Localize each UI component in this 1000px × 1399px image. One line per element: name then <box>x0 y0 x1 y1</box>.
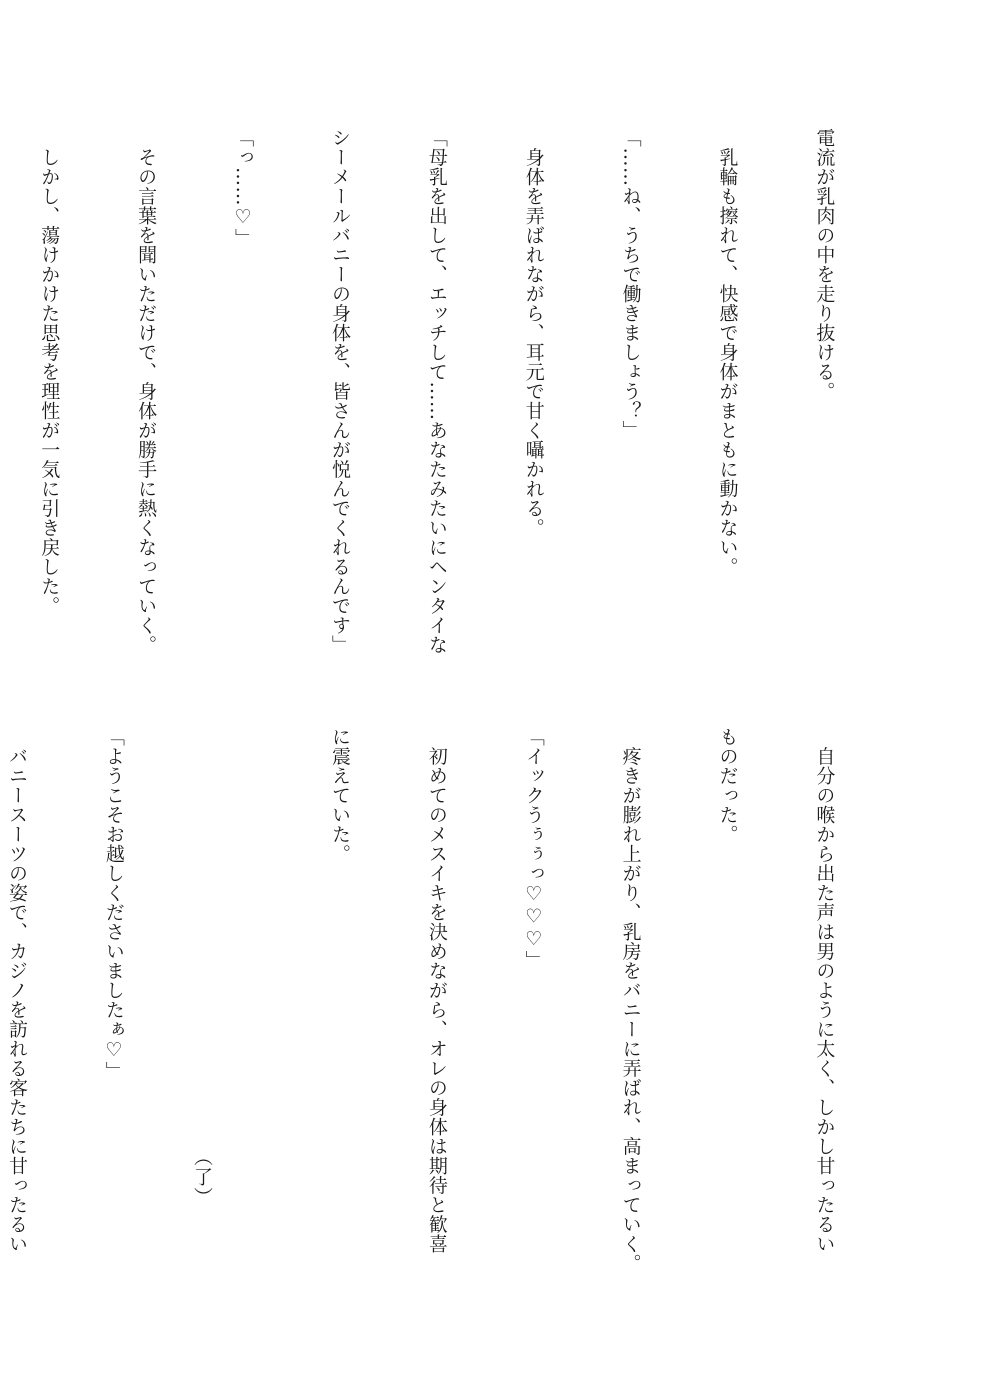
text-line: 疼きが膨れ上がり、乳房をバニーに弄ばれ、高まっていく。 <box>619 727 642 1273</box>
text-line: 電流が乳肉の中を走り抜ける。 <box>813 128 836 401</box>
text-line: 「ようこそお越しくださいましたぁ♡」 <box>102 727 125 1081</box>
end-mark: （了） <box>191 1147 213 1207</box>
text-line: 自分の喉から出た声は男のように太く、しかし甘ったるい <box>813 727 836 1254</box>
text-line: 身体を弄ばれながら、耳元で甘く囁かれる。 <box>522 128 545 538</box>
lower-text-block <box>5 727 905 1287</box>
text-line: しかし、蕩けかけた思考を理性が一気に引き戻した。 <box>38 128 61 616</box>
text-line: 乳輪も擦れて、快感で身体がまともに動かない。 <box>716 128 739 577</box>
text-line: に震えていた。 <box>328 727 351 864</box>
text-line: 「っ……♡」 <box>232 128 255 248</box>
text-line: 「イックうぅぅっ♡♡♡」 <box>522 727 545 970</box>
text-line: 「……ね、うちで働きましょう？」 <box>619 128 642 440</box>
text-line: バニースーツの姿で、カジノを訪れる客たちに甘ったるい <box>5 727 28 1254</box>
upper-text-block <box>38 128 905 688</box>
text-line: 初めてのメスイキを決めながら、オレの身体は期待と歓喜 <box>425 727 448 1254</box>
text-line: ものだった。 <box>716 727 739 844</box>
text-line: シーメールバニーの身体を、皆さんが悦んでくれるんです」 <box>328 128 351 655</box>
text-line: その言葉を聞いただけで、身体が勝手に熱くなっていく。 <box>135 128 158 655</box>
text-line: 「母乳を出して、エッチして……あなたみたいにヘンタイな <box>425 128 448 655</box>
